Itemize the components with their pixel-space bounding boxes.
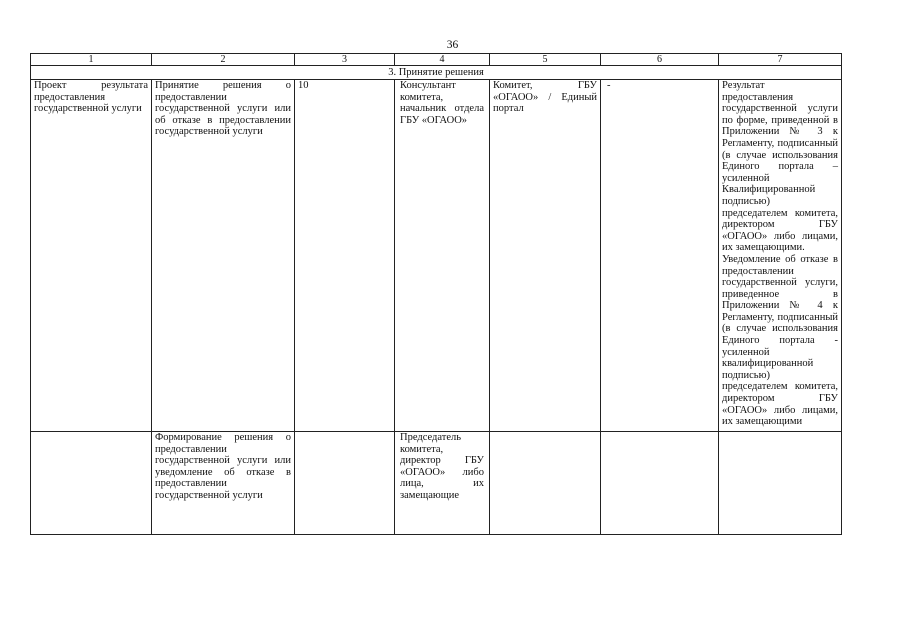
result-cell: Проект результата предоставления государственной услуги — [31, 80, 152, 432]
table-row — [31, 80, 842, 432]
action-cell: Принятие решения о предоставлении государственной услуги или об отказе в предоставлении государственной услуги — [152, 80, 295, 432]
result-cell — [31, 432, 152, 535]
place-cell — [490, 432, 601, 535]
section-row — [31, 66, 842, 80]
responsible-cell: Консультант комитета, начальник отдела ГБУ «ОГАОО» — [395, 80, 490, 432]
criteria-cell — [601, 432, 719, 535]
column-number: 3 — [295, 54, 395, 66]
table-row — [31, 432, 842, 535]
procedure-table — [30, 53, 842, 535]
column-number: 2 — [152, 54, 295, 66]
duration-cell: 10 — [295, 80, 395, 432]
outcome-cell — [719, 80, 842, 432]
page-number: 36 — [446, 39, 459, 51]
section-title: 3. Принятие решения — [31, 66, 842, 80]
outcome-paragraph: Уведомление об отказе в предоставлении государственной услуги, приведенное в Приложении № 4 к Регламенту, подписанный (в случае использования Единого портала - усиленной квалифицированной подписью) председателем комитета, директором ГБУ «ОГАОО» либо лицами, их замещающими — [722, 253, 838, 428]
outcome-paragraph: Результат предоставления государственной услуги по форме, приведенной в Приложении № 3 к Регламенту, подписанный (в случае использования Единого портала – усиленной Квалифицированной подписью) председателем комитета, директором ГБУ «ОГАОО» либо лицами, их замещающими. — [722, 80, 838, 254]
column-number-row — [31, 54, 842, 66]
action-cell: Формирование решения о предоставлении государственной услуги или уведомление об отказе в предоставлении государственной услуги — [152, 432, 295, 535]
column-number: 6 — [601, 54, 719, 66]
place-cell: Комитет, ГБУ «ОГАОО» / Единый портал — [490, 80, 601, 432]
column-number: 1 — [31, 54, 152, 66]
column-number: 5 — [490, 54, 601, 66]
column-number: 4 — [395, 54, 490, 66]
column-number: 7 — [719, 54, 842, 66]
outcome-cell — [719, 432, 842, 535]
duration-cell — [295, 432, 395, 535]
criteria-cell: - — [601, 80, 719, 432]
responsible-cell: Председатель комитета, директор ГБУ «ОГАОО» либо лица, их замещающие — [395, 432, 490, 535]
